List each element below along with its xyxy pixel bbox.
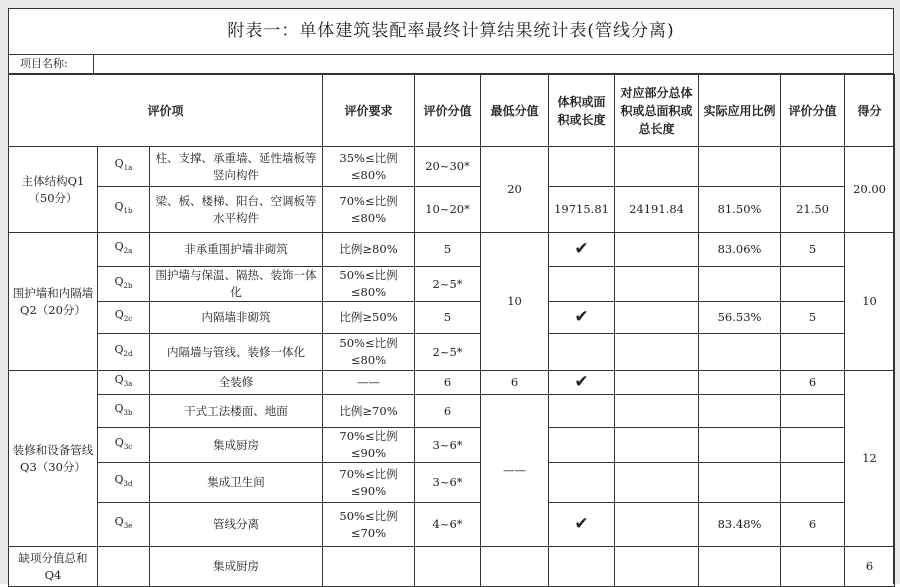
volume-cell [549, 267, 615, 302]
header-score-value: 评价分值 [415, 75, 481, 147]
group-enclosure: 围护墙和内隔墙Q2（20分） [9, 233, 98, 371]
ratio-cell: 56.53% [699, 302, 781, 334]
total-cell [615, 147, 699, 187]
eval-cell [781, 395, 845, 428]
points-cell: 20.00 [845, 147, 895, 233]
header-row [9, 75, 895, 147]
table-row [9, 503, 895, 547]
total-cell: 24191.84 [615, 187, 699, 233]
eval-cell: 6 [781, 371, 845, 395]
score-cell: 4~6* [415, 503, 481, 547]
score-cell: 3~6* [415, 428, 481, 463]
req-cell: 50%≤比例≤80% [323, 267, 415, 302]
total-cell [615, 428, 699, 463]
item-cell: 梁、板、楼梯、阳台、空调板等水平构件 [150, 187, 323, 233]
eval-cell [781, 547, 845, 587]
ratio-cell: 83.48% [699, 503, 781, 547]
code-cell: $Q_{2d}$ [98, 334, 150, 371]
table-title: 附表一：单体建筑装配率最终计算结果统计表(管线分离) [227, 21, 675, 41]
table-row [9, 547, 895, 587]
req-cell: —— [323, 371, 415, 395]
ratio-cell [699, 428, 781, 463]
table-row [9, 371, 895, 395]
ratio-cell [699, 147, 781, 187]
points-cell: 12 [845, 371, 895, 547]
total-cell [615, 503, 699, 547]
header-eval-score: 评价分值 [781, 75, 845, 147]
ratio-cell: 83.06% [699, 233, 781, 267]
header-min-score: 最低分值 [481, 75, 549, 147]
eval-cell: 21.50 [781, 187, 845, 233]
score-cell: 3~6* [415, 463, 481, 503]
eval-cell: 6 [781, 503, 845, 547]
volume-cell [549, 147, 615, 187]
group-main-structure: 主体结构Q1（50分） [9, 147, 98, 233]
req-cell: 比例≥50% [323, 302, 415, 334]
eval-cell [781, 463, 845, 503]
check-mark: ✔ [549, 233, 615, 267]
ratio-cell [699, 371, 781, 395]
eval-cell [781, 147, 845, 187]
score-cell: 20~30* [415, 147, 481, 187]
points-cell: 6 [845, 547, 895, 587]
req-cell: 70%≤比例≤90% [323, 463, 415, 503]
header-ratio: 实际应用比例 [699, 75, 781, 147]
table-row [9, 187, 895, 233]
table-row [9, 334, 895, 371]
code-cell: $Q_{2b}$ [98, 267, 150, 302]
ratio-cell [699, 463, 781, 503]
points-cell: 10 [845, 233, 895, 371]
table-row [9, 395, 895, 428]
volume-cell [549, 428, 615, 463]
result-table [8, 74, 895, 587]
item-cell: 管线分离 [150, 503, 323, 547]
project-name-row [8, 54, 894, 74]
item-cell: 全装修 [150, 371, 323, 395]
code-cell: $Q_{1b}$ [98, 187, 150, 233]
header-points: 得分 [845, 75, 895, 147]
code-cell: $Q_{3d}$ [98, 463, 150, 503]
req-cell [323, 547, 415, 587]
check-mark: ✔ [549, 302, 615, 334]
eval-cell [781, 334, 845, 371]
item-cell: 集成厨房 [150, 547, 323, 587]
total-cell [615, 233, 699, 267]
item-cell: 内隔墙与管线、装修一体化 [150, 334, 323, 371]
score-cell: 6 [415, 395, 481, 428]
min-cell: —— [481, 395, 549, 547]
code-cell: $Q_{3c}$ [98, 428, 150, 463]
score-cell: 2~5* [415, 334, 481, 371]
req-cell: 70%≤比例≤80% [323, 187, 415, 233]
code-cell: $Q_{1a}$ [98, 147, 150, 187]
code-cell: $Q_{3b}$ [98, 395, 150, 428]
total-cell [615, 547, 699, 587]
eval-cell: 5 [781, 233, 845, 267]
table-row [9, 428, 895, 463]
volume-cell: 19715.81 [549, 187, 615, 233]
table-row [9, 147, 895, 187]
code-cell: $Q_{2a}$ [98, 233, 150, 267]
item-cell: 内隔墙非砌筑 [150, 302, 323, 334]
header-volume: 体积或面积或长度 [549, 75, 615, 147]
group-missing: 缺项分值总和Q4 [9, 547, 98, 587]
table-row [9, 267, 895, 302]
code-cell: $Q_{3a}$ [98, 371, 150, 395]
header-requirement: 评价要求 [323, 75, 415, 147]
score-cell [415, 547, 481, 587]
item-cell: 集成卫生间 [150, 463, 323, 503]
check-mark: ✔ [549, 371, 615, 395]
ratio-cell [699, 334, 781, 371]
req-cell: 50%≤比例≤70% [323, 503, 415, 547]
project-name-label: 项目名称: [8, 55, 94, 73]
volume-cell [549, 463, 615, 503]
min-cell: 6 [481, 371, 549, 395]
eval-cell: 5 [781, 302, 845, 334]
eval-cell [781, 428, 845, 463]
table-row [9, 302, 895, 334]
req-cell: 比例≥80% [323, 233, 415, 267]
table-row [9, 233, 895, 267]
score-cell: 5 [415, 302, 481, 334]
eval-cell [781, 267, 845, 302]
header-item: 评价项 [9, 75, 323, 147]
table-row [9, 463, 895, 503]
item-cell: 非承重围护墙非砌筑 [150, 233, 323, 267]
total-cell [615, 395, 699, 428]
ratio-cell [699, 395, 781, 428]
total-cell [615, 302, 699, 334]
total-cell [615, 371, 699, 395]
item-cell: 干式工法楼面、地面 [150, 395, 323, 428]
code-cell [98, 547, 150, 587]
total-cell [615, 334, 699, 371]
volume-cell [549, 334, 615, 371]
code-cell: $Q_{3e}$ [98, 503, 150, 547]
min-cell: 10 [481, 233, 549, 371]
ratio-cell: 81.50% [699, 187, 781, 233]
total-cell [615, 267, 699, 302]
check-mark: ✔ [549, 503, 615, 547]
ratio-cell [699, 267, 781, 302]
min-cell: 20 [481, 147, 549, 233]
item-cell: 集成厨房 [150, 428, 323, 463]
score-cell: 10~20* [415, 187, 481, 233]
group-decoration: 装修和设备管线Q3（30分） [9, 371, 98, 547]
score-cell: 6 [415, 371, 481, 395]
total-cell [615, 463, 699, 503]
req-cell: 比例≥70% [323, 395, 415, 428]
code-cell: $Q_{2c}$ [98, 302, 150, 334]
header-total: 对应部分总体积或总面积或总长度 [615, 75, 699, 147]
score-cell: 2~5* [415, 267, 481, 302]
item-cell: 柱、支撑、承重墙、延性墙板等竖向构件 [150, 147, 323, 187]
volume-cell [549, 547, 615, 587]
req-cell: 35%≤比例≤80% [323, 147, 415, 187]
item-cell: 围护墙与保温、隔热、装饰一体化 [150, 267, 323, 302]
volume-cell [549, 395, 615, 428]
min-cell [481, 547, 549, 587]
ratio-cell [699, 547, 781, 587]
score-cell: 5 [415, 233, 481, 267]
req-cell: 70%≤比例≤90% [323, 428, 415, 463]
req-cell: 50%≤比例≤80% [323, 334, 415, 371]
